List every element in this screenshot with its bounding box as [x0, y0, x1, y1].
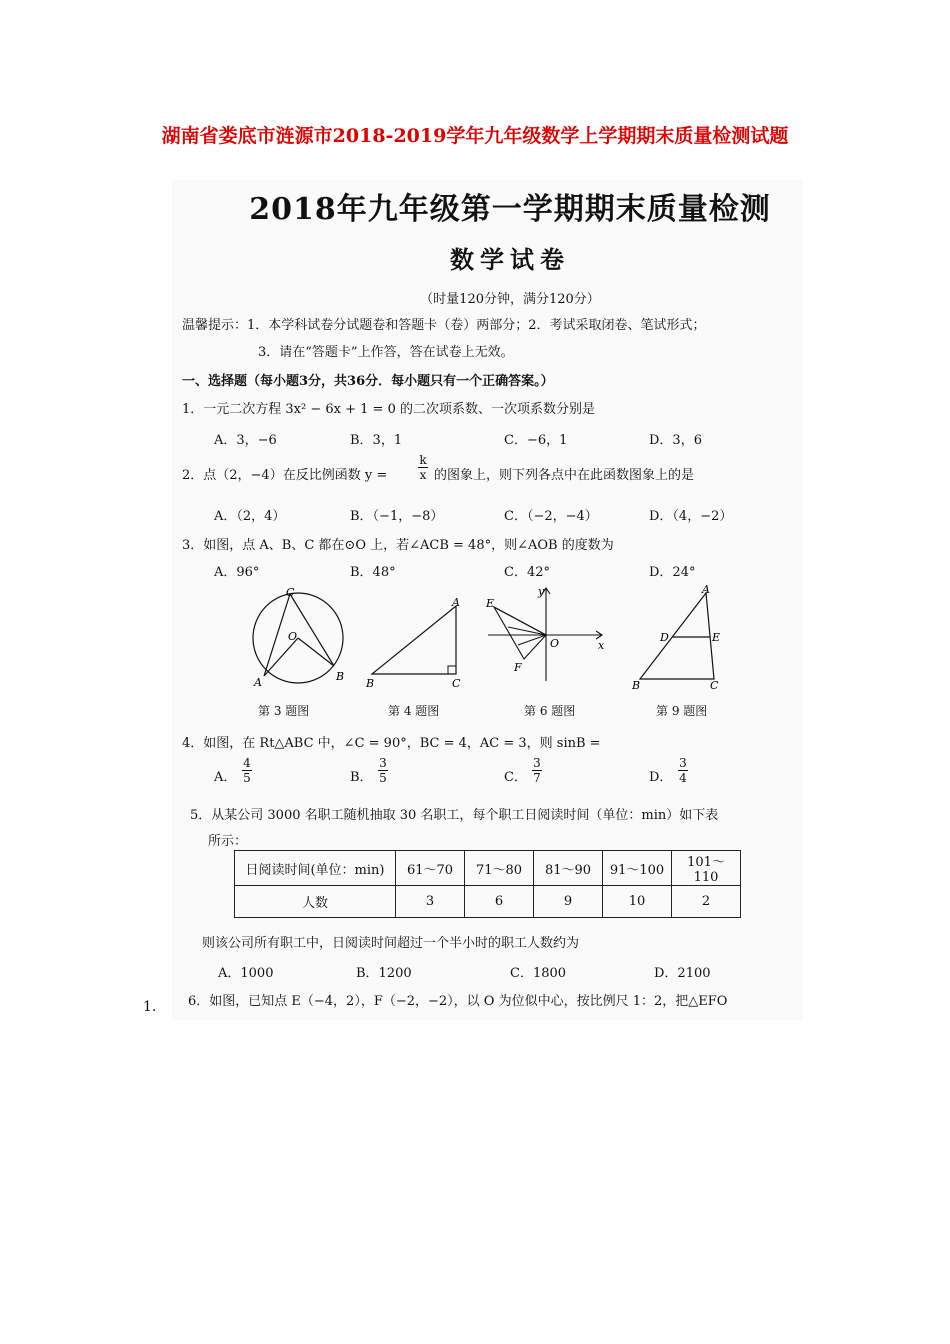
q2-fraction-numerator: k — [419, 453, 427, 467]
fig9-label-a: A — [702, 585, 710, 596]
q4-a-denominator: 5 — [243, 771, 251, 785]
q4-c-denominator: 7 — [533, 771, 541, 785]
reading-time-table — [234, 850, 741, 918]
table-header-cell: 71～80 — [465, 851, 534, 886]
table-row — [235, 851, 741, 886]
q2-fraction-denominator: x — [419, 468, 427, 482]
notice-line-1: 温馨提示：1．本学科试卷分试题卷和答题卡（卷）两部分；2．考试采取闭卷、笔试形式； — [182, 318, 706, 333]
question-1-stem: 1．一元二次方程 3x² − 6x + 1 = 0 的二次项系数、一次项系数分别是 — [182, 402, 595, 417]
question-5-stem-line-1: 5．从某公司 3000 名职工随机抽取 30 名职工，每个职工日阅读时间（单位：min）如下表 — [190, 808, 719, 823]
figure-9-caption: 第 9 题图 — [656, 704, 708, 718]
table-header-cell: 81～90 — [534, 851, 603, 886]
table-cell: 6 — [465, 886, 534, 918]
figure-6-coordinate — [484, 585, 608, 685]
fig9-label-c: C — [710, 679, 719, 689]
table-cell: 2 — [672, 886, 741, 918]
q4-b-denominator: 5 — [379, 771, 387, 785]
q4-option-d-fraction — [678, 756, 688, 785]
fig6-label-x: x — [598, 639, 605, 652]
figure-3-circle — [248, 588, 356, 688]
q4-d-denominator: 4 — [679, 771, 687, 785]
fig4-label-a: A — [452, 598, 460, 609]
section-heading: 一、选择题（每小题3分，共36分．每小题只有一个正确答案。） — [182, 374, 554, 389]
table-cell: 3 — [396, 886, 465, 918]
q2-option-a: A．（2，4） — [214, 509, 286, 524]
q4-d-numerator: 3 — [679, 756, 687, 770]
fig6-label-e: E — [486, 597, 495, 610]
question-2-stem-prefix: 2．点（2，−4）在反比例函数 y = — [182, 468, 388, 483]
q4-option-b-letter: B． — [350, 770, 373, 785]
q3-option-d: D．24° — [649, 565, 696, 580]
fig3-label-a: A — [254, 676, 262, 688]
q1-option-b: B．3，1 — [350, 433, 403, 448]
q4-option-c-fraction — [532, 756, 542, 785]
table-header-cell: 日阅读时间(单位：min) — [235, 851, 396, 886]
table-row — [235, 886, 741, 918]
notice-line-2: 3．请在“答题卡”上作答，答在试卷上无效。 — [258, 345, 514, 360]
scanned-exam-page — [172, 180, 802, 1020]
q2-option-b: B．（−1，−8） — [350, 509, 444, 524]
q5-option-a: A．1000 — [218, 966, 274, 981]
q2-fraction — [418, 453, 428, 482]
q3-option-a: A．96° — [214, 565, 260, 580]
q4-b-numerator: 3 — [379, 756, 387, 770]
fig4-label-b: B — [366, 677, 375, 688]
question-3-stem: 3．如图，点 A、B、C 都在⊙O 上，若∠ACB = 48°，则∠AOB 的度数为 — [182, 538, 614, 553]
fig6-label-o: O — [550, 637, 560, 650]
question-4-stem: 4．如图，在 Rt△ABC 中，∠C = 90°，BC = 4，AC = 3，则 sinB = — [182, 736, 601, 751]
page-number: 1. — [143, 999, 157, 1015]
fig6-label-f: F — [514, 661, 522, 674]
figure-4-triangle — [364, 598, 468, 688]
q4-option-d-letter: D． — [649, 770, 673, 785]
fig3-label-o: O — [288, 630, 298, 643]
fig3-label-b: B — [336, 670, 345, 683]
exam-time-info: （时量120分钟，满分120分） — [420, 292, 600, 307]
figure-4-caption: 第 4 题图 — [388, 704, 440, 718]
table-cell: 人数 — [235, 886, 396, 918]
fig3-label-c: C — [286, 588, 295, 599]
q1-option-a: A．3，−6 — [214, 433, 277, 448]
q5-option-c: C．1800 — [510, 966, 567, 981]
q4-option-b-fraction — [378, 756, 388, 785]
q5-option-b: B．1200 — [356, 966, 412, 981]
fig9-label-b: B — [632, 679, 641, 689]
fig6-label-y: y — [538, 585, 545, 598]
table-cell: 10 — [603, 886, 672, 918]
exam-subtitle: 数学试卷 — [450, 245, 570, 274]
q4-a-numerator: 4 — [243, 756, 251, 770]
q4-option-c-letter: C． — [504, 770, 527, 785]
q4-c-numerator: 3 — [533, 756, 541, 770]
q3-option-b: B．48° — [350, 565, 396, 580]
fig9-label-e: E — [712, 631, 721, 644]
q4-option-a-fraction — [242, 756, 252, 785]
figure-9-triangle — [630, 585, 734, 689]
fig4-label-c: C — [452, 677, 461, 688]
q1-option-c: C．−6，1 — [504, 433, 568, 448]
table-header-cell: 61～70 — [396, 851, 465, 886]
q2-option-d: D．（4，−2） — [649, 509, 733, 524]
table-cell: 9 — [534, 886, 603, 918]
question-6-stem: 6．如图，已知点 E（−4，2），F（−2，−2），以 O 为位似中心，按比例尺 1：2，把△EFO — [188, 994, 728, 1009]
question-5-stem-line-2: 所示： — [208, 834, 248, 849]
exam-title: 2018年九年级第一学期期末质量检测 — [249, 192, 771, 227]
document-title: 湖南省娄底市涟源市2018-2019学年九年级数学上学期期末质量检测试题 — [161, 125, 789, 147]
q1-option-d: D．3，6 — [649, 433, 702, 448]
figure-6-caption: 第 6 题图 — [524, 704, 576, 718]
question-2-stem-suffix: 的图象上，则下列各点中在此函数图象上的是 — [434, 468, 695, 483]
fig9-label-d: D — [660, 631, 669, 644]
q2-option-c: C．（−2，−4） — [504, 509, 598, 524]
table-header-cell: 91～100 — [603, 851, 672, 886]
figure-3-caption: 第 3 题图 — [258, 704, 310, 718]
q3-option-c: C．42° — [504, 565, 550, 580]
q4-option-a-letter: A． — [214, 770, 237, 785]
q5-option-d: D．2100 — [654, 966, 711, 981]
table-header-cell: 101～110 — [672, 851, 741, 886]
question-5-prompt: 则该公司所有职工中，日阅读时间超过一个半小时的职工人数约为 — [202, 936, 580, 951]
